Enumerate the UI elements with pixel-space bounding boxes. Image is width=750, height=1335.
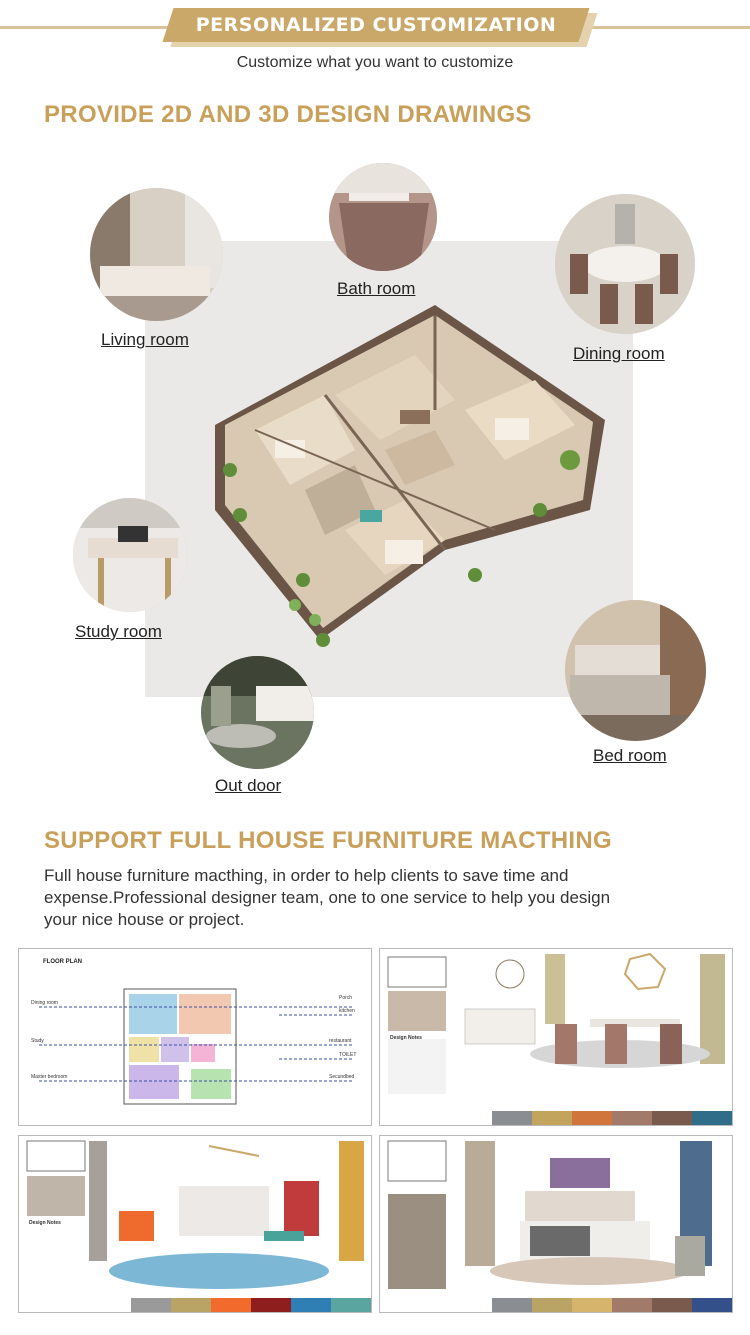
color-swatch (692, 1298, 732, 1312)
room-label-bath: Bath room (337, 279, 416, 298)
plan-label-study: Study (31, 1038, 44, 1044)
color-swatch (452, 1298, 492, 1312)
plan-label-restaurant: restaurant (329, 1038, 352, 1044)
plan-label-kitchen: kitchen (339, 1008, 355, 1014)
living-room-photo (90, 188, 223, 321)
color-swatch (251, 1298, 291, 1312)
room-label-study: Study room (75, 622, 162, 641)
living-color-palette (91, 1298, 371, 1312)
dining-room-photo (555, 194, 695, 334)
color-swatch (492, 1111, 532, 1125)
out-door-photo (201, 656, 314, 769)
room-label-bedroom: Bed room (593, 746, 667, 765)
room-label-outdoor: Out door (215, 776, 282, 795)
color-swatch (331, 1298, 371, 1312)
dining-color-palette (452, 1111, 732, 1125)
color-swatch (452, 1111, 492, 1125)
plan-label-master-bedroom: Master bedroom (31, 1074, 68, 1080)
page-subtitle: Customize what you want to customize (236, 54, 514, 71)
color-swatch (291, 1298, 331, 1312)
dining-design-notes-label: Design Notes (390, 1035, 422, 1041)
plan-label-dining: Dining room (31, 1000, 58, 1006)
color-swatch (572, 1298, 612, 1312)
color-swatch (532, 1111, 572, 1125)
color-swatch (692, 1111, 732, 1125)
bedroom-color-palette (452, 1298, 732, 1312)
color-swatch (612, 1111, 652, 1125)
bath-room-photo (329, 163, 437, 271)
room-label-living: Living room (101, 330, 189, 349)
plan-label-secundbed: Secundbed (329, 1074, 355, 1080)
bed-room-photo (565, 600, 706, 741)
banner-title: PERSONALIZED CUSTOMIZATION (195, 14, 557, 36)
color-swatch (612, 1298, 652, 1312)
color-swatch (211, 1298, 251, 1312)
plan-label-porch: Porch (339, 995, 353, 1001)
color-swatch (131, 1298, 171, 1312)
design-drawings-title: PROVIDE 2D AND 3D DESIGN DRAWINGS (44, 101, 532, 128)
room-label-dining: Dining room (573, 344, 665, 363)
living-design-board (18, 1135, 372, 1313)
plan-label-toilet: TOILET (339, 1052, 357, 1058)
color-swatch (652, 1111, 692, 1125)
3d-floor-plan-render (195, 300, 605, 660)
floor-plan-heading: FLOOR PLAN (43, 959, 82, 965)
color-swatch (652, 1298, 692, 1312)
bedroom-design-board (379, 1135, 733, 1313)
floor-plan-board (18, 948, 372, 1126)
living-design-notes-label: Design Notes (29, 1220, 61, 1226)
study-room-photo (73, 498, 187, 612)
color-swatch (91, 1298, 131, 1312)
color-swatch (572, 1111, 612, 1125)
dining-design-board (379, 948, 733, 1126)
color-swatch (492, 1298, 532, 1312)
color-swatch (532, 1298, 572, 1312)
color-swatch (171, 1298, 211, 1312)
matching-description: Full house furniture macthing, in order to help clients to save time and expense.Professional designer team, one to one service to help you design your nice house or project. (44, 866, 611, 929)
furniture-matching-title: SUPPORT FULL HOUSE FURNITURE MACTHING (44, 827, 612, 854)
